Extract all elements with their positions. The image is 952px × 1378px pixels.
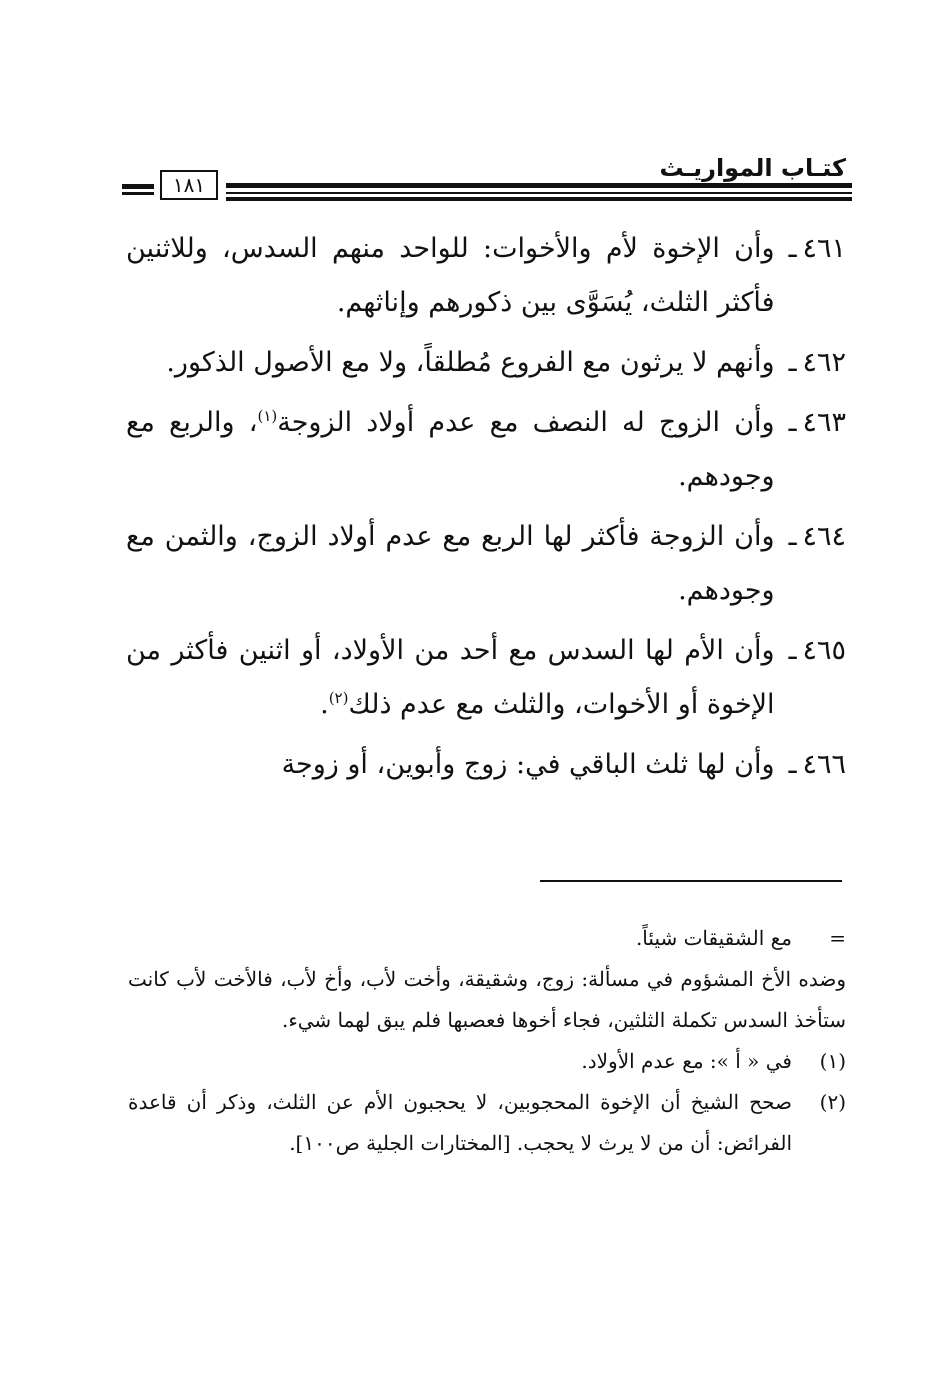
list-item [126, 336, 846, 390]
footnote-reference[interactable]: (١) [257, 407, 278, 425]
footnote-2 [128, 1082, 846, 1164]
footnote-reference[interactable]: (٢) [328, 689, 349, 707]
page-number: ١٨١ [160, 170, 218, 200]
list-item [126, 624, 846, 732]
footnote-marker: (٢) [819, 1090, 846, 1114]
footnote-1 [128, 1041, 846, 1082]
footnote-text: مع الشقيقات شيئاً. [635, 926, 792, 950]
header-rule [226, 183, 852, 188]
footnote-paragraph [128, 959, 846, 1041]
footnote-continuation [128, 918, 846, 959]
footnote-text: وضده الأخ المشؤوم في مسألة: زوج، وشقيقة، وأخت لأب، وأخ لأب، فالأخت لأب كانت ستأخذ السدس تكملة الثلثين، فجاء أخوها فعصبها فلم يبق لهما شيء. [128, 967, 846, 1032]
item-number: ٤٦٣ـ [788, 407, 846, 438]
item-text: وأنهم لا يرثون مع الفروع مُطلقاً، ولا مع الأصول الذكور. [166, 347, 775, 378]
header-rule [226, 192, 852, 194]
rules-list [126, 222, 846, 798]
running-header-title: كتـاب المواريـث [659, 154, 846, 182]
item-number: ٤٦١ـ [788, 233, 846, 264]
item-text: وأن لها ثلث الباقي في: زوج وأبوين، أو زوجة [281, 749, 775, 780]
continuation-marker: = [829, 926, 846, 950]
footnote-text: في « أ »: مع عدم الأولاد. [581, 1049, 792, 1073]
item-number: ٤٦٤ـ [788, 521, 846, 552]
list-item [126, 222, 846, 330]
footnote-text: صحح الشيخ أن الإخوة المحجوبين، لا يحجبون الأم عن الثلث، وذكر أن قاعدة الفرائض: أن من لا يرث لا يحجب. [المختارات الجلية ص١٠٠]. [128, 1090, 792, 1155]
header-rule-ornament [122, 192, 154, 195]
header-rule-ornament [122, 184, 154, 189]
footnote-separator [540, 880, 842, 882]
item-text: وأن الأم لها السدس مع أحد من الأولاد، أو اثنين فأكثر من الإخوة أو الأخوات، والثلث مع عدم ذلك$^{(٢)}$. [126, 635, 775, 720]
item-number: ٤٦٥ـ [788, 635, 846, 666]
list-item [126, 510, 846, 618]
item-text: وأن الزوجة فأكثر لها الربع مع عدم أولاد الزوج، والثمن مع وجودهم. [126, 521, 775, 606]
header-rule [226, 197, 852, 201]
item-number: ٤٦٦ـ [788, 749, 846, 780]
item-text: وأن الزوج له النصف مع عدم أولاد الزوجة$^{(١)}$، والربع مع وجودهم. [126, 407, 775, 492]
footnotes [128, 918, 846, 1164]
list-item [126, 396, 846, 504]
list-item [126, 738, 846, 792]
footnote-marker: (١) [819, 1049, 846, 1073]
item-text: وأن الإخوة لأم والأخوات: للواحد منهم السدس، وللاثنين فأكثر الثلث، يُسَوَّى بين ذكورهم وإناثهم. [126, 233, 775, 318]
item-number: ٤٦٢ـ [788, 347, 846, 378]
